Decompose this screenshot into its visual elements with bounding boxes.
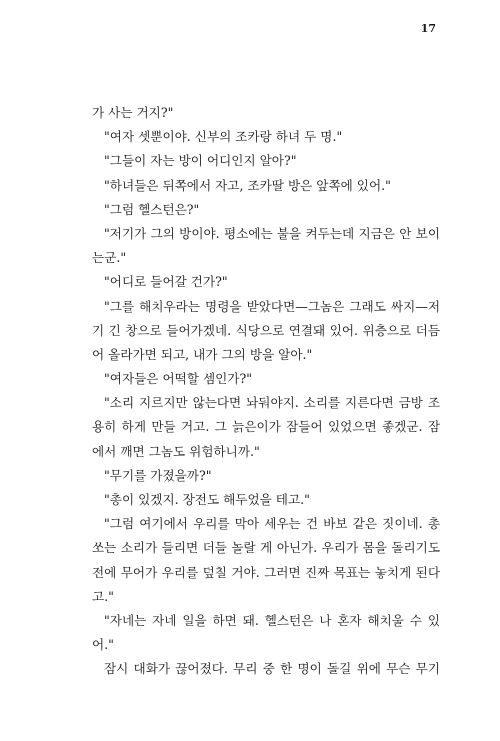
page-number: 17: [420, 22, 436, 35]
text-line: 에서 깨면 그놈도 위험하니까.": [92, 443, 260, 459]
text-line: "여자들은 어떡할 셈인가?": [104, 371, 252, 387]
text-line: 용히 하게 만들 거고. 그 늙은이가 잠들어 있었으면 좋겠군. 잠: [92, 419, 440, 435]
text-line: "무기를 가졌을까?": [104, 467, 212, 483]
text-line: "총이 있겠지. 장전도 해두었을 테고.": [104, 492, 310, 507]
text-line: 어.": [92, 637, 114, 653]
text-line: 잠시 대화가 끊어졌다. 무리 중 한 명이 돌길 위에 무슨 무기: [104, 661, 440, 677]
text-line: 고.": [92, 588, 114, 604]
text-line: 는군.": [92, 250, 127, 266]
text-line: "저기가 그의 방이야. 평소에는 불을 켜두는데 지금은 안 보이: [104, 225, 440, 241]
text-line: "그럼 헬스턴은?": [104, 201, 200, 217]
text-line: 쏘는 소리가 들리면 더들 놀랄 게 아닌가. 우리가 몸을 돌리기도: [92, 540, 440, 556]
text-line: "자네는 자네 일을 하면 돼. 헬스턴은 나 혼자 해치울 수 있: [104, 612, 440, 628]
text-line: 전에 무어가 우리를 덮칠 거야. 그러면 진짜 목표는 놓치게 된다: [92, 564, 440, 580]
text-line: 가 사는 거지?": [92, 105, 174, 120]
text-line: "어디로 들어갈 건가?": [104, 274, 228, 290]
text-line: "소리 지르지만 않는다면 놔둬야지. 소리를 지른다면 금방 조: [104, 395, 440, 411]
text-line: "그럼 여기에서 우리를 막아 세우는 건 바보 같은 짓이네. 총: [104, 516, 440, 532]
text-line: 어 올라가면 되고, 내가 그의 방을 알아.": [92, 346, 313, 362]
text-line: "그들이 자는 방이 어디인지 알아?": [104, 153, 297, 169]
text-line: 기 긴 창으로 들어가겠네. 식당으로 연결돼 있어. 위층으로 더듬: [92, 322, 440, 338]
text-line: "그를 해치우라는 명령을 받았다면—그놈은 그래도 싸지—저: [104, 298, 440, 314]
body-text: [92, 101, 440, 682]
text-line: "하녀들은 뒤쪽에서 자고, 조카딸 방은 앞쪽에 있어.": [104, 177, 391, 193]
text-line: "여자 셋뿐이야. 신부의 조카랑 하녀 두 명.": [104, 129, 343, 145]
